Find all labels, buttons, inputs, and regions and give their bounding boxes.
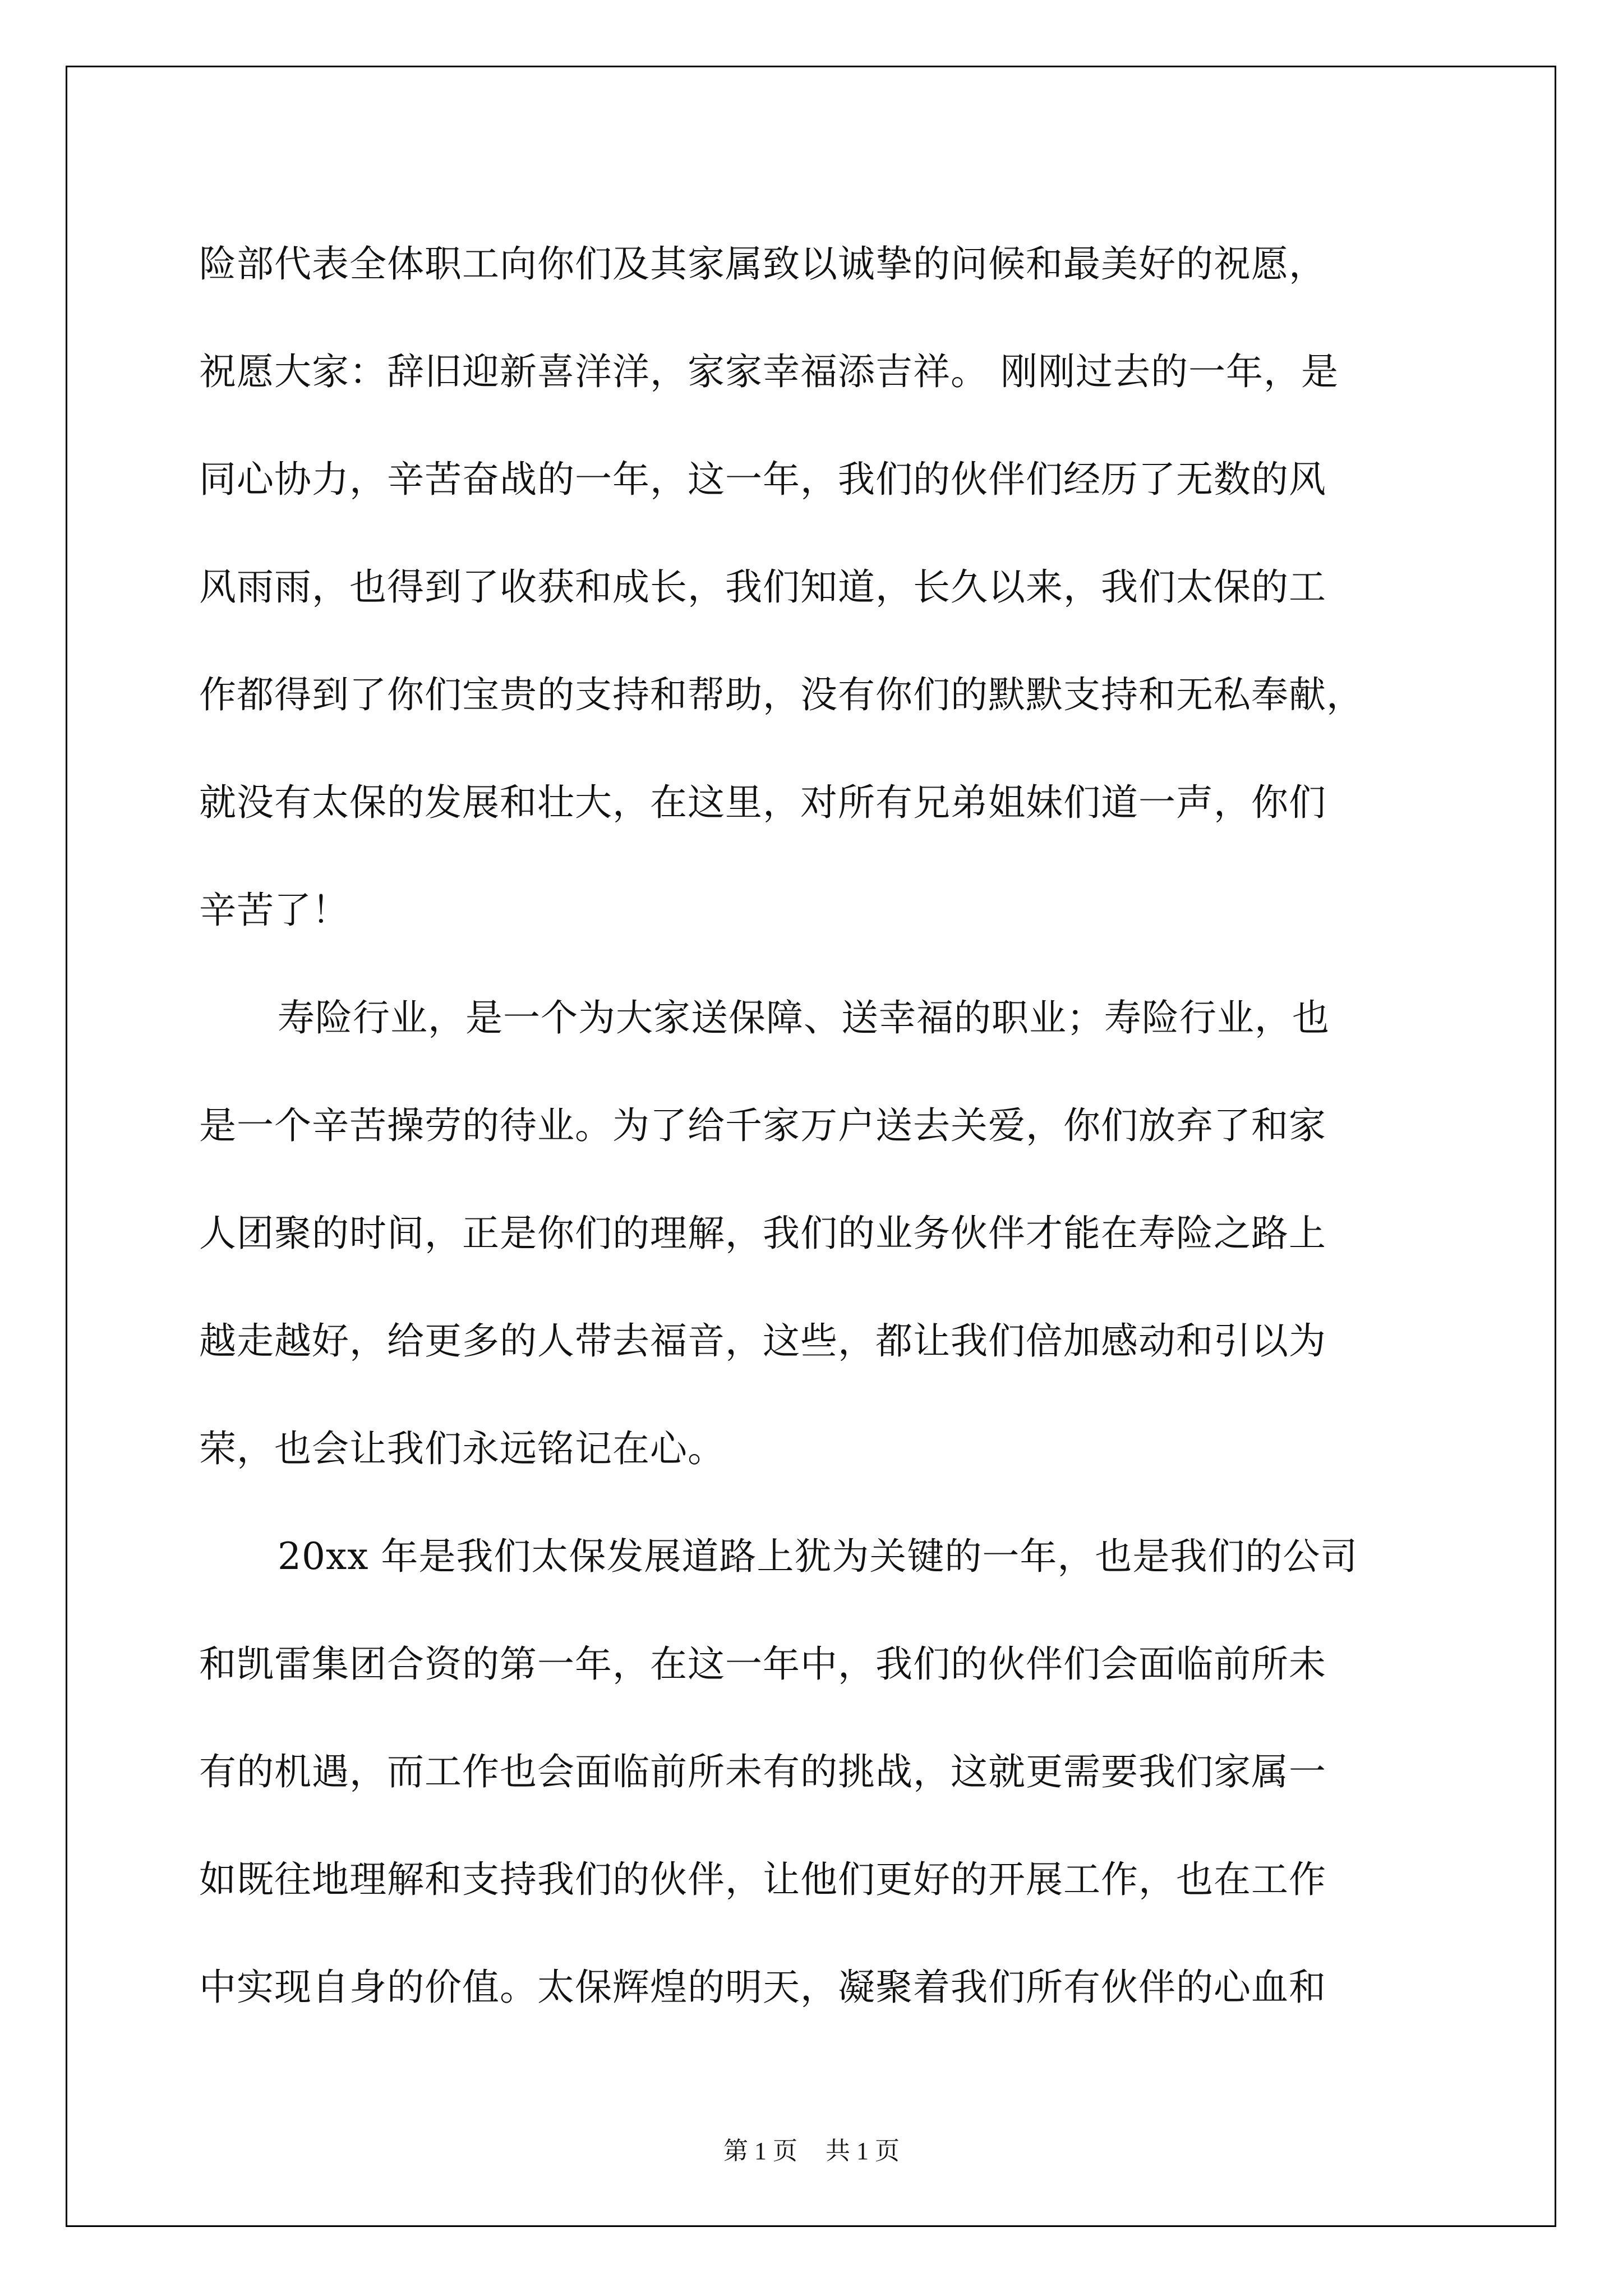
- text-line: 中实现自身的价值。太保辉煌的明天，凝聚着我们所有伙伴的心血和: [199, 1966, 1326, 2009]
- text-line: 辛苦了！: [199, 889, 349, 932]
- text-line: 20xx 年是我们太保发展道路上犹为关键的一年，也是我们的公司: [278, 1535, 1358, 1578]
- text-line: 就没有太保的发展和壮大，在这里，对所有兄弟姐妹们道一声，你们: [199, 781, 1326, 824]
- text-line: 祝愿大家：辞旧迎新喜洋洋，家家幸福添吉祥。 刚刚过去的一年，是: [199, 350, 1339, 393]
- text-line: 寿险行业，是一个为大家送保障、送幸福的职业；寿险行业，也: [278, 996, 1330, 1039]
- page-count: 共 1 页: [826, 2137, 900, 2165]
- text-line: 如既往地理解和支持我们的伙伴，让他们更好的开展工作，也在工作: [199, 1858, 1326, 1901]
- document-body: [199, 210, 1461, 2041]
- page-footer: [0, 2137, 1623, 2165]
- text-line: 同心协力，辛苦奋战的一年，这一年，我们的伙伴们经历了无数的风: [199, 458, 1326, 501]
- page-number: 第 1 页: [723, 2137, 797, 2165]
- text-line: 作都得到了你们宝贵的支持和帮助，没有你们的默默支持和无私奉献，: [199, 673, 1364, 716]
- text-line: 越走越好，给更多的人带去福音，这些，都让我们倍加感动和引以为: [199, 1319, 1326, 1363]
- text-line: 荣，也会让我们永远铭记在心。: [199, 1427, 725, 1470]
- text-line: 险部代表全体职工向你们及其家属致以诚挚的问候和最美好的祝愿，: [199, 242, 1326, 286]
- text-line: 风雨雨，也得到了收获和成长，我们知道，长久以来，我们太保的工: [199, 565, 1326, 609]
- text-line: 人团聚的时间，正是你们的理解，我们的业务伙伴才能在寿险之路上: [199, 1212, 1326, 1255]
- text-line: 是一个辛苦操劳的待业。为了给千家万户送去关爱，你们放弃了和家: [199, 1104, 1326, 1147]
- text-line: 有的机遇，而工作也会面临前所未有的挑战，这就更需要我们家属一: [199, 1750, 1326, 1793]
- text-line: 和凯雷集团合资的第一年，在这一年中，我们的伙伴们会面临前所未: [199, 1642, 1326, 1686]
